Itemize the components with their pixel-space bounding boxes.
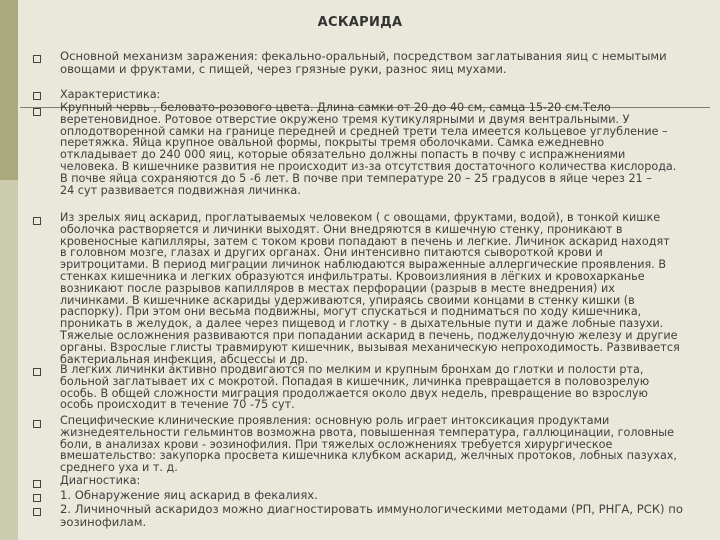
text-line: 1. Обнаружение яиц аскарид в фекалиях. <box>60 488 318 502</box>
text-line: оболочка растворяется и личинки выходят. Они внедряются в кишечную стенку, проникают в <box>60 222 623 236</box>
text-line: 24 сут развивается подвижная личинка. <box>60 183 301 197</box>
paragraph-diagnostics-2 <box>60 503 710 528</box>
sidebar-decoration <box>0 0 18 540</box>
bullet-square-icon <box>33 55 41 63</box>
text-line: овощами и фруктами, с пищей, через грязные руки, разнос яиц мухами. <box>60 61 507 76</box>
paragraph-lungs <box>60 364 710 411</box>
text-line: веретеновидное. Ротовое отверстие окружено тремя кутикулярными и двумя вентральными. У <box>60 112 630 126</box>
paragraph-diagnostics-1 <box>60 489 710 502</box>
paragraph-characteristics <box>60 102 710 196</box>
text-line: перетяжка. Яйца крупное овальной формы, покрыты тремя оболочками. Самка ежедневно <box>60 136 605 150</box>
bullet-square-icon <box>33 217 41 225</box>
sidebar-band-bottom <box>0 180 18 540</box>
text-line: эритроцитами. В период миграции личинок наблюдаются выраженные аллергические проявления. В <box>60 258 666 272</box>
bullet-square-icon <box>33 508 41 516</box>
text-line: Тяжелые осложнения развиваются при попадании аскарид в печень, поджелудочную железу и другие <box>60 328 678 342</box>
text-line: Крупный червь , беловато-розового цвета. Длина самки от 20 до 40 см, самца 15-20 см.Тело <box>60 101 611 114</box>
text-line: особь. В общей сложности миграция продолжается около двух недель, превращение во взрослую <box>60 386 648 400</box>
text-line: особь происходит в течение 70 -75 сут. <box>60 398 295 412</box>
text-line: личинками. В кишечнике аскариды удерживаются, упираясь своими концами в стенку кишки (в <box>60 293 635 307</box>
text-line: Диагностика: <box>60 474 141 487</box>
paragraph-infection-mechanism <box>60 50 710 75</box>
text-line: Характеристика: <box>60 88 161 101</box>
text-line: среднего уха и т. д. <box>60 461 178 475</box>
text-line: вмешательство: закупорка просвета кишечника клубком аскарид, желчных протоков, лобных пазухах, <box>60 449 677 463</box>
bullet-square-icon <box>33 92 41 100</box>
text-line: стенках кишечника и легких образуются инфильтраты. Кровоизлияния в лёгких и кровохарканье <box>60 269 645 283</box>
text-line: эозинофилам. <box>60 514 147 529</box>
paragraph-characteristics-heading <box>60 89 710 101</box>
bullet-square-icon <box>33 494 41 502</box>
text-line: оплодотворенной самки на границе передней и средней трети тела имеется кольцевое углубление – <box>60 124 668 138</box>
text-line: Из зрелых яиц аскарид, проглатываемых человеком ( с овощами, фруктами, водой), в тонкой кишке <box>60 211 661 224</box>
text-line: человека. В кишечнике развития не происходит из-за отсутствия достаточного количества кислорода. <box>60 159 677 173</box>
text-line: в головном мозге, глазах и других органах. Они интенсивно питаются сывороткой крови и <box>60 246 603 260</box>
text-line: органы. Взрослые глисты травмируют кишечник, вызывая механическую непроходимость. Развивается <box>60 340 680 354</box>
bullet-square-icon <box>33 420 41 428</box>
text-line: Основной механизм заражения: фекально-оральный, посредством заглатывания яиц с немытыми <box>60 49 667 63</box>
bullet-square-icon <box>33 480 41 488</box>
text-line: боли, в анализах крови - эозинофилия. При тяжелых осложнениях требуется хирургическое <box>60 437 613 451</box>
text-line: 2. Личиночный аскаридоз можно диагностировать иммунологическими методами (РП, РНГА, РСК) по <box>60 502 683 516</box>
text-line: больной заглатывает их с мокротой. Попадая в кишечник, личинка превращается в половозрелую <box>60 374 650 388</box>
paragraph-clinical <box>60 415 710 474</box>
text-line: проникать в желудок, а далее через пищевод и глотку - в дыхательные пути и даже лобные пазухи. <box>60 317 664 331</box>
bullet-square-icon <box>33 108 41 116</box>
text-line: распорку). При этом они весьма подвижны, могут спускаться и подниматься по ходу кишечника, <box>60 305 642 319</box>
text-line: В легких личинки активно продвигаются по мелким и крупным бронхам до глотки и полости рта, <box>60 363 644 376</box>
page-title: АСКАРИДА <box>317 15 403 30</box>
text-line: Специфические клинические проявления: основную роль играет интоксикация продуктами <box>60 414 610 427</box>
text-line: В почве яйца сохраняются до 5 -6 лет. В почве при температуре 20 – 25 градусов в яйце через 21 – <box>60 171 652 185</box>
text-line: возникают после разрывов капилляров в местах перфорации (разрыв в месте внедрения) их <box>60 281 615 295</box>
bullet-square-icon <box>33 368 41 376</box>
text-line: откладывает до 240 000 яиц, которые обязательно должны попасть в почву с испражнениями <box>60 148 626 162</box>
text-line: бактериальная инфекция, абсцессы и др. <box>60 352 309 366</box>
text-line: жизнедеятельности гельминтов возможна рвота, повышенная температура, галлюцинации, головные <box>60 425 674 439</box>
paragraph-migration <box>60 212 710 365</box>
paragraph-diagnostics-heading <box>60 475 710 487</box>
text-line: кровеносные капилляры, затем с током крови попадают в печень и легкие. Личинок аскарид находят <box>60 234 670 248</box>
